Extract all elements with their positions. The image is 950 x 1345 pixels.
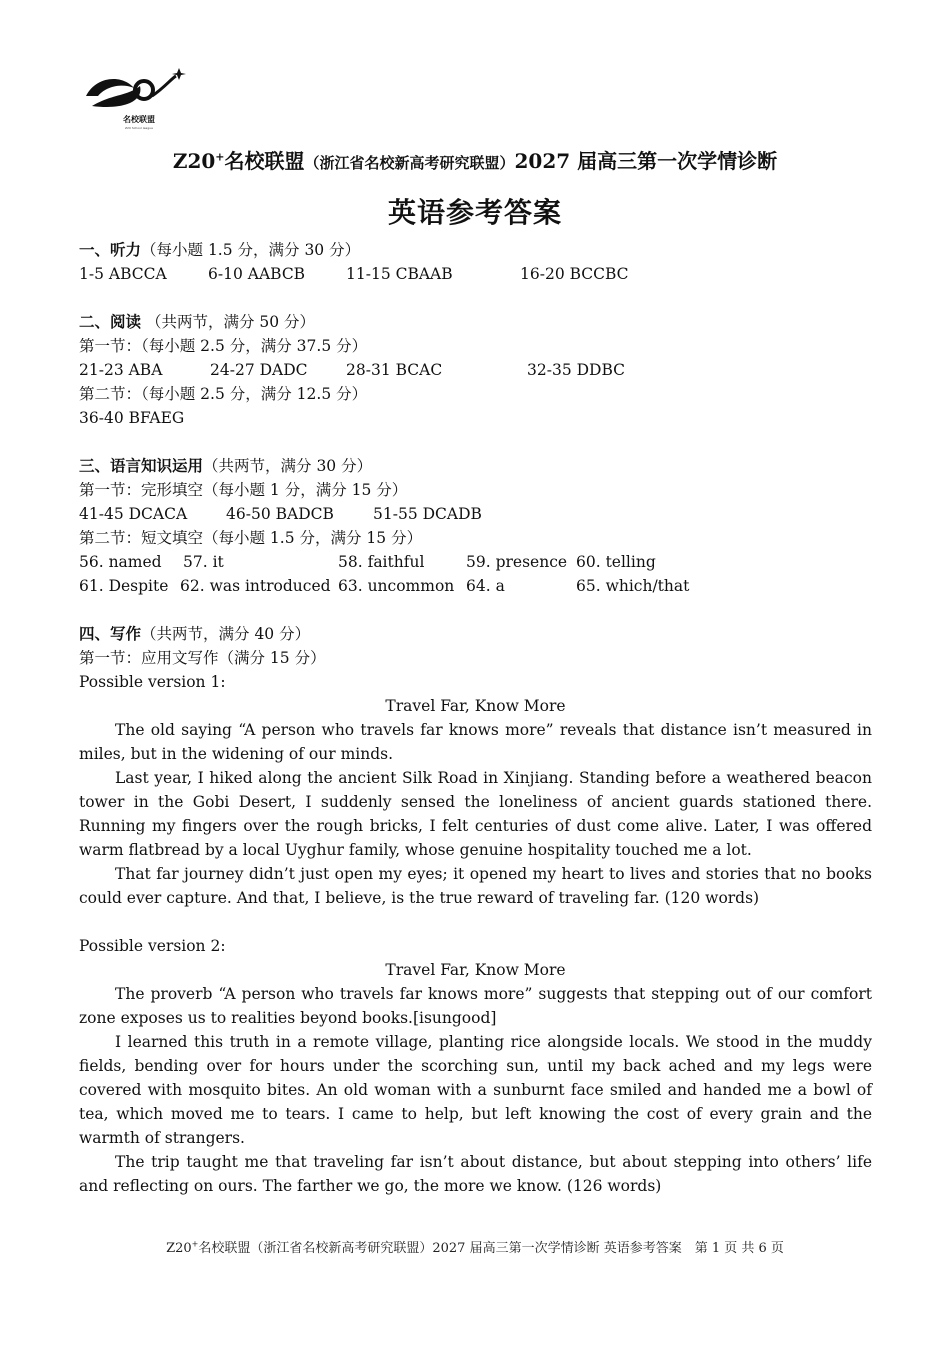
header-name: 名校联盟 bbox=[224, 149, 305, 173]
writing-part1-label: 第一节：应用文写作（满分 15 分） bbox=[79, 649, 326, 667]
page-footer bbox=[0, 1237, 950, 1256]
listening-note: （每小题 1.5 分，满分 30 分） bbox=[141, 241, 361, 259]
language-part1-label: 第一节：完形填空（每小题 1 分，满分 15 分） bbox=[79, 481, 408, 499]
header-rest: 2027 届高三第一次学情诊断 bbox=[514, 149, 778, 173]
language-heading-line bbox=[79, 454, 872, 478]
footer-text: 名校联盟（浙江省名校新高考研究联盟）2027 届高三第一次学情诊断 英语参考答案 第 1 页 共 6 页 bbox=[198, 1241, 784, 1256]
fill-answer: 57. it bbox=[183, 553, 224, 571]
footer-sup: + bbox=[191, 1239, 199, 1249]
version-1-label: Possible version 1: bbox=[79, 673, 226, 691]
answer-group: 11-15 CBAAB bbox=[346, 265, 453, 283]
fill-answer: 63. uncommon bbox=[338, 577, 455, 595]
footer-prefix: Z20 bbox=[166, 1241, 192, 1256]
fill-answer: 59. presence bbox=[466, 553, 568, 571]
logo-swirl-icon bbox=[82, 66, 192, 116]
fill-answer: 62. was introduced bbox=[180, 577, 331, 595]
version-2-paragraph-2: I learned this truth in a remote village, planting rice alongside locals. We stood in the muddy fields, bending over for hours under the scorching sun, until my back ached and my legs were covered with mosquito bites. An old woman with a sunburnt face smiled and handed me a bowl of tea, which moved me to tears. I came to help, but left knowing the cost of every grain and the warmth of strangers. bbox=[79, 1033, 872, 1147]
answer-group: 24-27 DADC bbox=[210, 361, 308, 379]
reading-part2-label: 第二节：（每小题 2.5 分，满分 12.5 分） bbox=[79, 385, 368, 403]
fill-answer: 58. faithful bbox=[338, 553, 425, 571]
reading-part1-answers-row bbox=[79, 358, 872, 382]
reading-heading-line bbox=[79, 310, 872, 334]
fill-in-answers-row-1 bbox=[79, 550, 872, 574]
fill-answer: 56. named bbox=[79, 553, 162, 571]
answer-group: 41-45 DCACA bbox=[79, 505, 188, 523]
exam-header bbox=[0, 145, 950, 174]
reading-note: （共两节，满分 50 分） bbox=[141, 313, 316, 331]
answer-content bbox=[79, 238, 872, 1198]
answer-group: 28-31 BCAC bbox=[346, 361, 443, 379]
school-league-logo bbox=[82, 66, 192, 136]
language-part1-answers-row bbox=[79, 502, 872, 526]
listening-answers-row bbox=[79, 262, 872, 286]
fill-answer: 60. telling bbox=[576, 553, 656, 571]
answer-group: 51-55 DCADB bbox=[373, 505, 482, 523]
version-1-paragraph-1: The old saying “A person who travels far knows more” reveals that distance isn’t measured in miles, but in the widening of our minds. bbox=[79, 721, 872, 763]
reading-heading: 二、阅读 bbox=[79, 313, 142, 331]
writing-note: （共两节，满分 40 分） bbox=[141, 625, 311, 643]
language-part2-label: 第二节：短文填空（每小题 1.5 分，满分 15 分） bbox=[79, 529, 423, 547]
reading-part1-label: 第一节：（每小题 2.5 分，满分 37.5 分） bbox=[79, 337, 368, 355]
writing-heading-line bbox=[79, 622, 872, 646]
language-heading: 三、语言知识运用 bbox=[79, 457, 204, 475]
answer-group: 46-50 BADCB bbox=[226, 505, 334, 523]
fill-answer: 65. which/that bbox=[576, 577, 690, 595]
header-sup: + bbox=[215, 150, 225, 164]
version-2-label: Possible version 2: bbox=[79, 937, 226, 955]
answer-group: 36-40 BFAEG bbox=[79, 409, 185, 427]
answer-group: 16-20 BCCBC bbox=[520, 265, 629, 283]
language-note: （共两节，满分 30 分） bbox=[203, 457, 373, 475]
fill-answer: 64. a bbox=[466, 577, 505, 595]
answer-group: 6-10 AABCB bbox=[208, 265, 306, 283]
version-2-paragraph-1: The proverb “A person who travels far knows more” suggests that stepping out of our comfort zone exposes us to realities beyond books.[isungood] bbox=[79, 985, 872, 1027]
header-prefix: Z20 bbox=[172, 149, 216, 173]
answer-group: 1-5 ABCCA bbox=[79, 265, 167, 283]
fill-answer: 61. Despite bbox=[79, 577, 169, 595]
reading-part2-answers-row bbox=[79, 406, 872, 430]
version-1-title: Travel Far, Know More bbox=[385, 697, 566, 715]
listening-heading-line bbox=[79, 238, 872, 262]
answer-group: 32-35 DDBC bbox=[527, 361, 626, 379]
logo-brand-text: 名校联盟 bbox=[123, 115, 155, 124]
page-title: 英语参考答案 bbox=[387, 196, 562, 229]
fill-in-answers-row-2 bbox=[79, 574, 872, 598]
logo-sub-text: Z20 School league bbox=[125, 126, 153, 130]
answer-group: 21-23 ABA bbox=[79, 361, 163, 379]
writing-heading: 四、写作 bbox=[79, 625, 142, 643]
version-2-paragraph-3: The trip taught me that traveling far isn’t about distance, but about stepping into others’ life and reflecting on ours. The farther we go, the more we know. (126 words) bbox=[79, 1153, 872, 1195]
header-paren: （浙江省名校新高考研究联盟） bbox=[304, 154, 515, 172]
version-1-paragraph-2: Last year, I hiked along the ancient Silk Road in Xinjiang. Standing before a weathered beacon tower in the Gobi Desert, I suddenly sensed the loneliness of ancient guards stationed there. Running my fingers over the rough bricks, I felt centuries of dust come alive. Later, I was offered warm flatbread by a local Uyghur family, whose genuine hospitality touched me a lot. bbox=[79, 769, 872, 859]
listening-heading: 一、听力 bbox=[79, 241, 142, 259]
version-1-paragraph-3: That far journey didn’t just open my eyes; it opened my heart to lives and stories that no books could ever capture. And that, I believe, is the true reward of traveling far. (120 words) bbox=[79, 865, 872, 907]
version-2-title: Travel Far, Know More bbox=[385, 961, 566, 979]
